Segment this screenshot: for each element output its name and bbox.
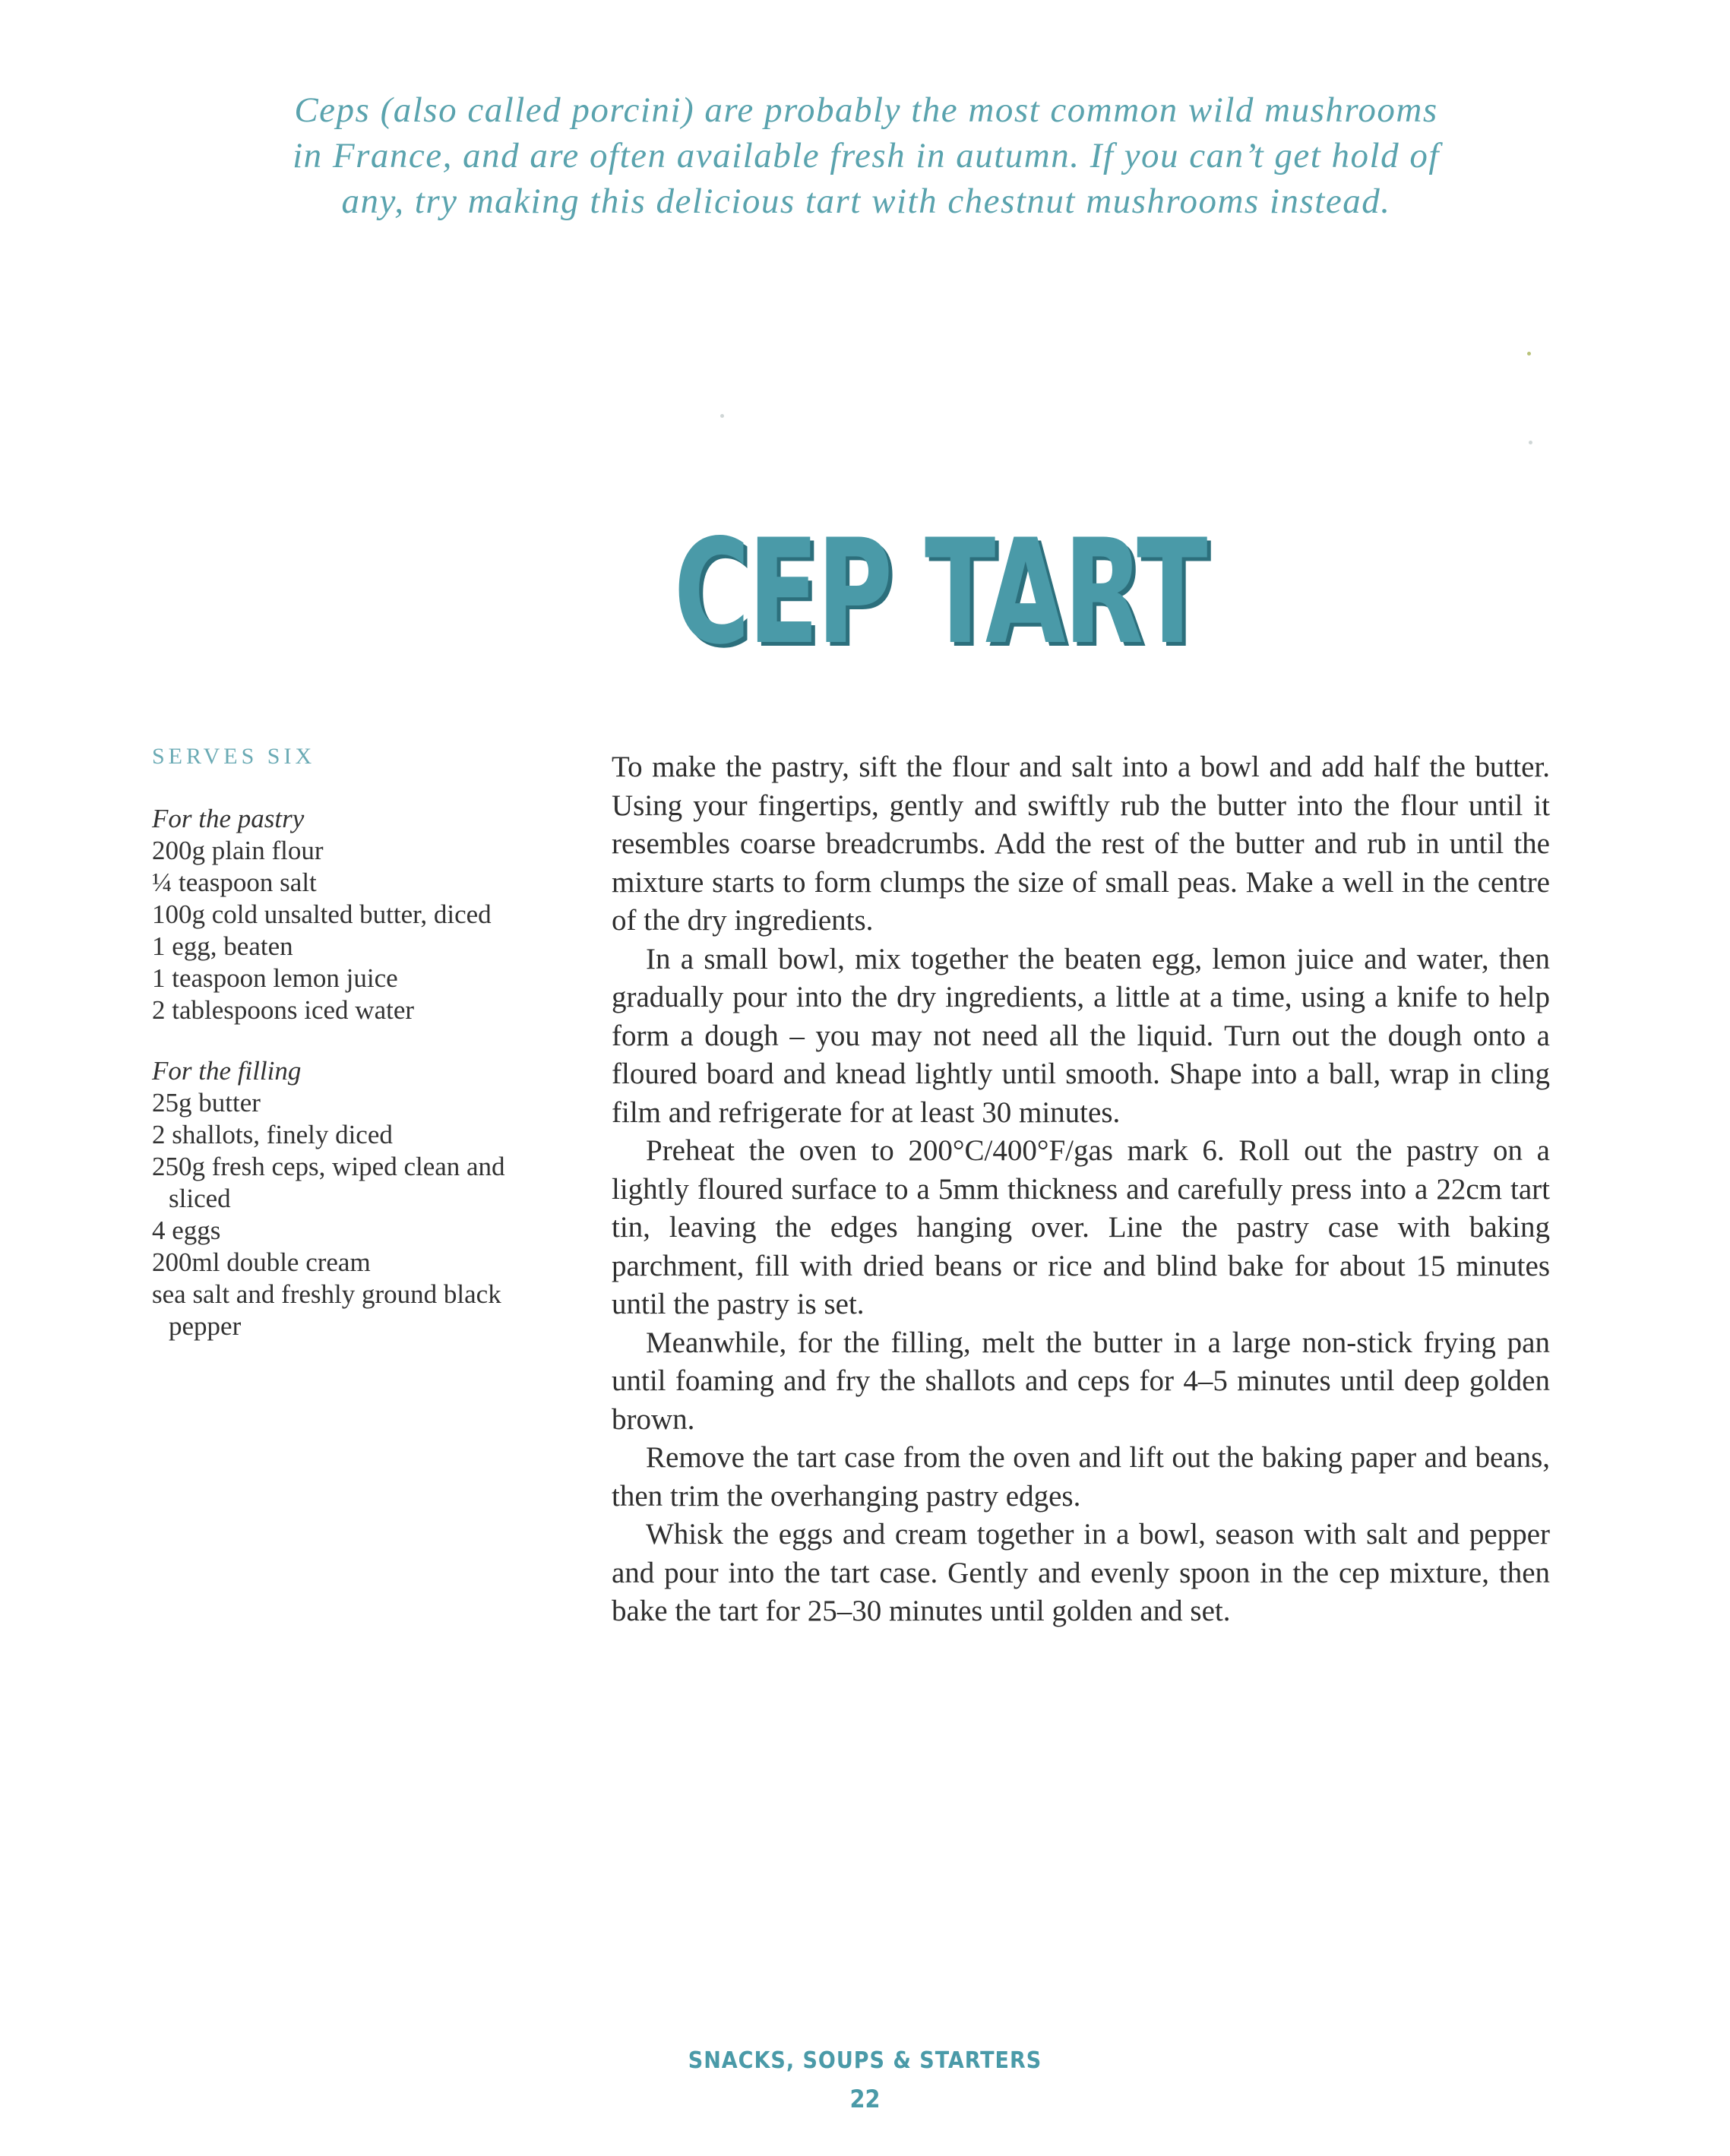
page-number: 22 xyxy=(849,2085,881,2113)
method-text xyxy=(612,748,1550,1631)
ingredient-item: 2 shallots, finely diced xyxy=(152,1120,393,1149)
intro-line: any, try making this delicious tart with chestnut mushrooms instead. xyxy=(341,182,1391,221)
ingredient-item: 4 eggs xyxy=(152,1216,221,1245)
ingredient-item: ¼ teaspoon salt xyxy=(152,868,317,897)
scan-speck xyxy=(1529,441,1532,444)
ingredient-group-title: For the filling xyxy=(152,1056,302,1086)
scan-speck xyxy=(720,414,724,418)
ingredient-item: 200g plain flour xyxy=(152,836,324,865)
page-footer xyxy=(0,2047,1730,2113)
method-paragraph: Preheat the oven to 200°C/400°F/gas mark 6. Roll out the pastry on a lightly floured surface to a 5mm thickness and carefully press into a 22cm tart tin, leaving the edges hanging over. Line the pastry case with baking parchment, fill with dried beans or rice and blind bake for about 15 minutes until the pastry is set. xyxy=(612,1134,1550,1320)
intro-line: Ceps (also called porcini) are probably the most common wild mushrooms xyxy=(294,90,1438,130)
pastry-ingredients xyxy=(152,803,547,1026)
ingredient-item: 1 teaspoon lemon juice xyxy=(152,963,398,993)
serves-label: SERVES SIX xyxy=(152,744,316,769)
ingredient-item: 2 tablespoons iced water xyxy=(152,995,415,1025)
intro-text xyxy=(228,87,1504,224)
method-paragraph: To make the pastry, sift the flour and salt into a bowl and add half the butter. Using your fingertips, gently and swiftly rub the butter into the flour until it resembles coarse breadcrumbs. Add the rest of the butter and rub in until the mixture starts to form clumps the size of small peas. Make a well in the centre of the dry ingredients. xyxy=(612,751,1550,937)
ingredient-item: 200ml double cream xyxy=(152,1247,371,1277)
method-paragraph: Meanwhile, for the filling, melt the butter in a large non-stick frying pan until foaming and fry the shallots and ceps for 4–5 minutes until deep golden brown. xyxy=(612,1326,1550,1436)
recipe-title: CEP TART xyxy=(673,508,1206,676)
ingredient-item: 25g butter xyxy=(152,1088,261,1118)
ingredient-item: 250g fresh ceps, wiped clean and sliced xyxy=(152,1152,505,1213)
method-paragraph: In a small bowl, mix together the beaten egg, lemon juice and water, then gradually pour into the dry ingredients, a little at a time, using a knife to help form a dough – you may not need all the liquid. Turn out the dough onto a floured board and knead lightly until smooth. Shape into a ball, wrap in cling film and refrigerate for at least 30 minutes. xyxy=(612,942,1550,1129)
ingredient-item: 1 egg, beaten xyxy=(152,931,293,961)
ingredients-sidebar xyxy=(152,741,547,1371)
ingredient-item: 100g cold unsalted butter, diced xyxy=(152,899,492,929)
ingredient-group-title: For the pastry xyxy=(152,804,305,833)
method-paragraph: Remove the tart case from the oven and lift out the baking paper and beans, then trim the overhanging pastry edges. xyxy=(612,1441,1550,1513)
intro-line: in France, and are often available fresh in autumn. If you can’t get hold of xyxy=(293,136,1440,175)
filling-ingredients xyxy=(152,1055,547,1342)
scan-speck xyxy=(1527,352,1531,356)
section-name: SNACKS, SOUPS & STARTERS xyxy=(688,2047,1042,2074)
ingredient-item: sea salt and freshly ground black pepper xyxy=(152,1279,501,1341)
method-paragraph: Whisk the eggs and cream together in a bowl, season with salt and pepper and pour into the tart case. Gently and evenly spoon in the cep mixture, then bake the tart for 25–30 minutes until golden and set. xyxy=(612,1518,1550,1627)
